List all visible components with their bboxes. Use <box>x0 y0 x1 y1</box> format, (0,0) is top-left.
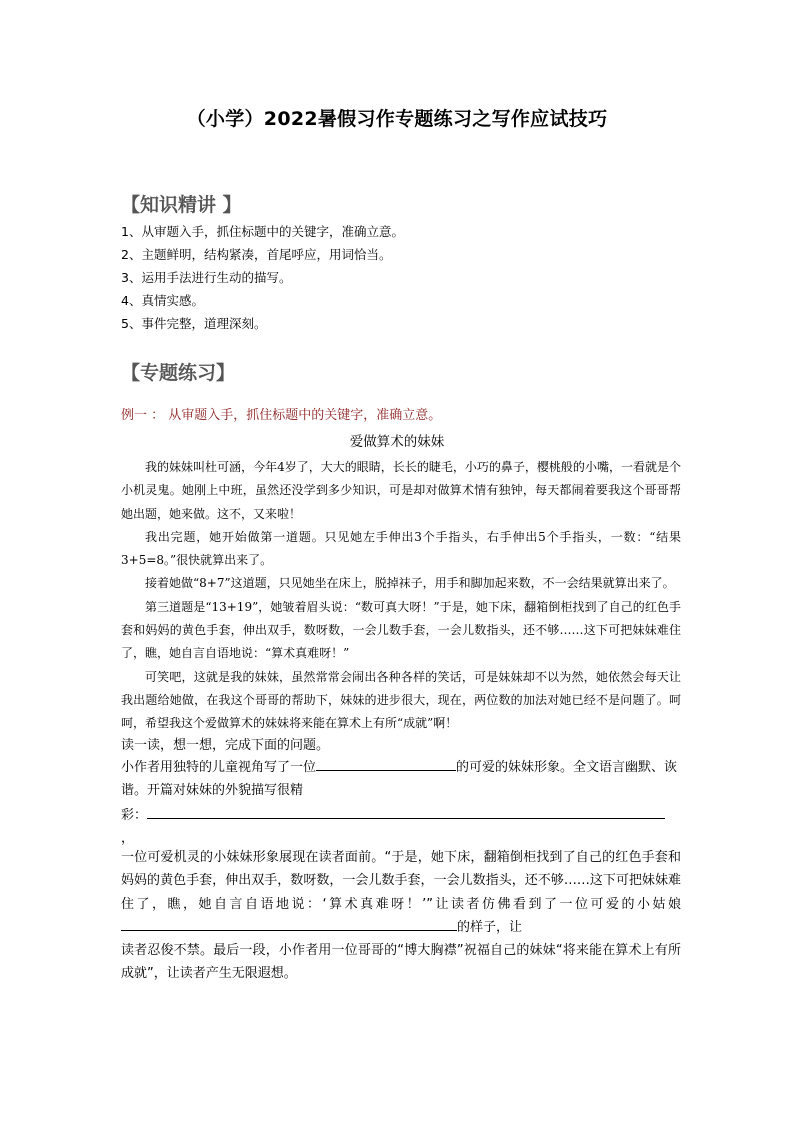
story-paragraph: 我的妹妹叫杜可涵，今年4岁了，大大的眼睛，长长的睫毛，小巧的鼻子，樱桃般的小嘴，一看就是个小机灵鬼。她刚上中班，虽然还没学到多少知识，可是却对做算术情有独钟，每天都闹着要我这个哥哥帮她出题，她来做。这不，又来啦！ <box>121 460 681 521</box>
list-item: 3、运用手法进行生动的描写。 <box>121 270 292 285</box>
analysis-text-c: 读者忍俊不禁。最后一段，小作者用一位哥哥的“博大胸襟”祝福自己的妹妹“将来能在算术上有所成就”，让读者产生无限遐想。 <box>121 943 681 982</box>
section-heading-practice: 【专题练习】 <box>121 362 236 384</box>
knowledge-list <box>121 220 404 335</box>
list-item: 2、主题鲜明，结构紧凑，首尾呼应，用词恰当。 <box>121 247 392 262</box>
story-title: 爱做算术的妹妹 <box>349 434 445 450</box>
section-heading-knowledge: 【知识精讲 】 <box>121 194 242 216</box>
analysis-paragraph <box>121 846 681 986</box>
story-paragraph: 可笑吧，这就是我的妹妹，虽然常常会闹出各种各样的笑话，可是妹妹却不以为然，她依然会每天让我出题给她做，在我这个哥哥的帮助下，妹妹的进步很大，现在，两位数的加法对她已经不是问题了。呵呵，希望我这个爱做算术的妹妹将来能在算术上有所“成就”啊！ <box>121 669 681 731</box>
list-item: 4、真情实感。 <box>121 293 204 308</box>
analysis-text-a: 一位可爱机灵的小妹妹形象展现在读者面前。“于是，她下床，翻箱倒柜找到了自己的红色手套和妈妈的黄色手套，伸出双手，数呀数，一会儿数手套，一会儿数指头，还不够……这下可把妹妹难住了，瞧，她自言自语地说：‘算术真难呀！’”让读者仿佛看到了一位可爱的小姑娘 <box>121 850 681 912</box>
analysis-text-b: 的样子，让 <box>457 919 523 935</box>
question-text-c: 彩： <box>121 808 148 823</box>
list-item: 5、事件完整，道理深刻。 <box>121 316 267 331</box>
example-heading: 例一 ： 从审题入手，抓住标题中的关键字，准确立意。 <box>121 408 442 423</box>
question-text <box>121 756 681 802</box>
story-body <box>121 456 681 736</box>
story-paragraph: 接着她做“8+7”这道题，只见她坐在床上，脱掉袜子，用手和脚加起来数，不一会结果就算出来了。 <box>145 576 675 591</box>
page-title: （小学）2022暑假习作专题练习之写作应试技巧 <box>186 108 608 130</box>
story-paragraph: 第三道题是“13+19”，她皱着眉头说：“数可真大呀！”于是，她下床，翻箱倒柜找到了自己的红色手套和妈妈的黄色手套，伸出双手，数呀数，一会儿数手套，一会儿数指头，还不够……这下可把妹妹难住了，瞧，她自言自语地说：“算术真难呀！” <box>121 599 681 661</box>
question-text-a: 小作者用独特的儿童视角写了一位 <box>121 760 317 775</box>
list-item: 1、从审题入手，抓住标题中的关键字，准确立意。 <box>121 224 404 239</box>
question-text-b: 的可爱的妹妹形象。全文语言幽默、诙谐。开篇对妹妹的外貌描写很精 <box>121 760 678 798</box>
question-intro: 读一读，想一想，完成下面的问题。 <box>121 738 330 753</box>
answer-blank-1[interactable] <box>316 756 456 771</box>
story-paragraph: 我出完题，她开始做第一道题。只见她左手伸出3个手指头，右手伸出5个手指头，一数：“结果3+5=8。”很快就算出来了。 <box>121 529 681 568</box>
question-lines <box>121 804 681 850</box>
answer-blank-2[interactable] <box>147 804 665 819</box>
question-text-d: ， <box>121 831 135 846</box>
answer-blank-3[interactable] <box>121 916 457 931</box>
